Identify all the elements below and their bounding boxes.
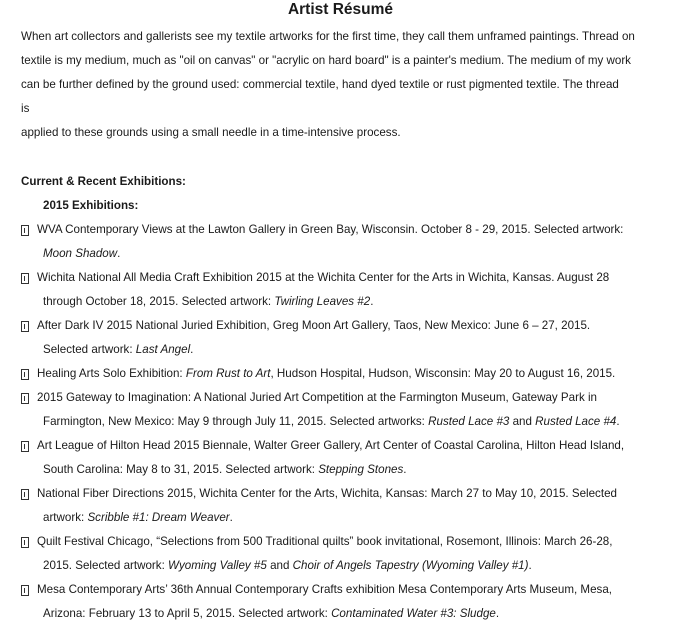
subsection-heading: 2015 Exhibitions: (43, 199, 139, 212)
exhibition-line: National Fiber Directions 2015, Wichita Center for the Arts, Wichita, Kansas: March 27 to May 10, 2015. Selected (37, 487, 617, 500)
exhibition-line: Mesa Contemporary Arts’ 36th Annual Contemporary Crafts exhibition Mesa Contemporary Arts Museum, Mesa, (37, 583, 612, 596)
exhibition-line: WVA Contemporary Views at the Lawton Gallery in Green Bay, Wisconsin. October 8 - 29, 2015. Selected artwork: (37, 223, 624, 236)
box-bullet-icon (21, 369, 29, 380)
exhibition-line-continued: Selected artwork: Last Angel. (43, 343, 194, 356)
artwork-title: Stepping Stones (318, 463, 404, 476)
exhibition-line-continued: South Carolina: May 8 to 31, 2015. Selected artwork: Stepping Stones. (43, 463, 407, 476)
intro-line: When art collectors and gallerists see my textile artworks for the first time, they call them unframed paintings. Thread on (21, 30, 635, 43)
exhibition-line-continued: 2015. Selected artwork: Wyoming Valley #5 and Choir of Angels Tapestry (Wyoming Valley #1). (43, 559, 532, 572)
box-bullet-icon (21, 489, 29, 500)
intro-line: is (21, 102, 30, 115)
artwork-title: Wyoming Valley #5 (168, 559, 267, 572)
artwork-title: Rusted Lace #3 (428, 415, 510, 428)
exhibition-line: 2015 Gateway to Imagination: A National Juried Art Competition at the Farmington Museum, Gateway Park in (37, 391, 598, 404)
exhibition-line: Quilt Festival Chicago, “Selections from 500 Traditional quilts” book invitational, Rosemont, Illinois: March 26-28, (37, 535, 613, 548)
intro-line: applied to these grounds using a small needle in a time-intensive process. (21, 126, 401, 139)
exhibition-line: Art League of Hilton Head 2015 Biennale, Walter Greer Gallery, Art Center of Coastal Carolina, Hilton Head Island, (37, 439, 625, 452)
artwork-title: Contaminated Water #3: Sludge (331, 607, 496, 620)
page-title: Artist Résumé (287, 1, 394, 18)
artwork-title: Choir of Angels Tapestry (Wyoming Valley #1) (292, 559, 529, 572)
artwork-title: Scribble #1: Dream Weaver (87, 511, 230, 524)
exhibition-line-continued: Moon Shadow. (43, 247, 121, 260)
box-bullet-icon (21, 441, 29, 452)
box-bullet-icon (21, 321, 29, 332)
exhibition-line: Healing Arts Solo Exhibition: From Rust to Art, Hudson Hospital, Hudson, Wisconsin: May 20 to August 16, 2015. (37, 367, 616, 380)
box-bullet-icon (21, 393, 29, 404)
box-bullet-icon (21, 585, 29, 596)
exhibition-line: Wichita National All Media Craft Exhibition 2015 at the Wichita Center for the Arts in Wichita, Kansas. August 28 (37, 271, 610, 284)
artwork-title: Twirling Leaves #2 (274, 295, 371, 308)
artwork-title: Rusted Lace #4 (535, 415, 617, 428)
intro-line: can be further defined by the ground used: commercial textile, hand dyed textile or rust pigmented textile. The thread (21, 78, 619, 91)
exhibition-line-continued: Farmington, New Mexico: May 9 through July 11, 2015. Selected artworks: Rusted Lace #3 and Rusted Lace #4. (43, 415, 620, 428)
box-bullet-icon (21, 537, 29, 548)
exhibition-line-continued: artwork: Scribble #1: Dream Weaver. (43, 511, 233, 524)
exhibition-line-continued: Arizona: February 13 to April 5, 2015. Selected artwork: Contaminated Water #3: Sludge. (43, 607, 500, 620)
exhibition-line: After Dark IV 2015 National Juried Exhibition, Greg Moon Art Gallery, Taos, New Mexico: June 6 – 27, 2015. (37, 319, 591, 332)
box-bullet-icon (21, 273, 29, 284)
artwork-title: Last Angel (135, 343, 191, 356)
exhibition-line-continued: through October 18, 2015. Selected artwork: Twirling Leaves #2. (43, 295, 374, 308)
exhibition-title: From Rust to Art (185, 367, 271, 380)
section-heading: Current & Recent Exhibitions: (21, 175, 186, 188)
box-bullet-icon (21, 225, 29, 236)
artwork-title: Moon Shadow (43, 247, 118, 260)
intro-line: textile is my medium, much as "oil on canvas" or "acrylic on hard board" is a painter's medium. The medium of my work (21, 54, 631, 67)
